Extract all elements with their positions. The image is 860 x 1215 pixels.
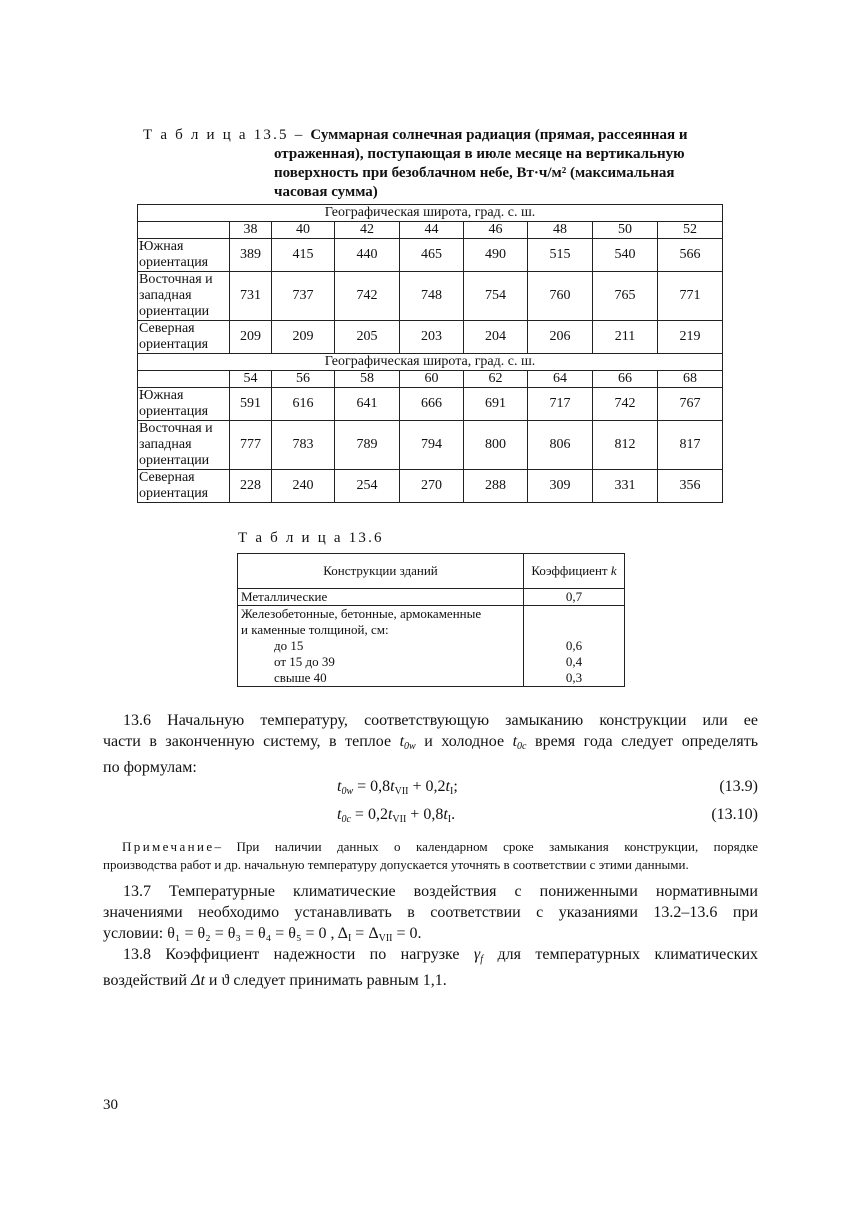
latitude-cell: 42	[335, 222, 400, 239]
value-cell: 240	[272, 470, 335, 503]
latitude-span-header: Географическая широта, град. с. ш.	[138, 205, 723, 222]
value-cell: 591	[230, 388, 272, 421]
latitude-row-stub	[138, 222, 230, 239]
page-number: 30	[103, 1097, 118, 1113]
value-cell: 754	[464, 272, 528, 321]
value-cell: 783	[272, 421, 335, 470]
latitude-cell: 62	[464, 371, 528, 388]
sub-label-15-39: от 15 до 39	[274, 654, 335, 669]
value-cell: 389	[230, 239, 272, 272]
latitude-cell: 68	[658, 371, 723, 388]
formula-number-13-9: (13.9)	[719, 778, 758, 795]
note-label: Примечание	[122, 839, 215, 854]
value-cell: 309	[528, 470, 593, 503]
value-cell: 205	[335, 321, 400, 354]
latitude-cell: 38	[230, 222, 272, 239]
latitude-cell: 56	[272, 371, 335, 388]
value-cell: 540	[593, 239, 658, 272]
latitude-cell: 54	[230, 371, 272, 388]
value-cell: 777	[230, 421, 272, 470]
para-13-6-line-2: части в законченную систему, в теплое $t_{0w}$ и холодное $t_{0c}$ время года следует определять	[103, 733, 759, 752]
value-cell: 219	[658, 321, 723, 354]
row-label-metal: Металлические	[238, 589, 524, 606]
table-row	[138, 470, 723, 503]
table-13-5-title-line-3: поверхность при безоблачном небе, Вт·ч/м² (максимальная	[274, 165, 675, 181]
latitude-span-header: Географическая широта, град. с. ш.	[138, 354, 723, 371]
para-13-7-line-1: 13.7 Температурные климатические воздействия с пониженными нормативными	[123, 883, 758, 900]
row-label-concrete: Железобетонные, бетонные, армокаменные и каменные толщиной, см: до 15 от 15 до 39 свыше 40	[238, 606, 524, 687]
value-cell: 331	[593, 470, 658, 503]
formula-13-9: $t_{0w} = 0,8t_{VII} + 0,2t_I$;	[337, 778, 458, 797]
value-cell: 760	[528, 272, 593, 321]
value-cell: 789	[335, 421, 400, 470]
formula-number-13-10: (13.10)	[711, 806, 758, 823]
table-13-5-title-line-2: отраженная), поступающая в июле месяце на вертикальную	[274, 146, 685, 162]
solar-radiation-table	[137, 204, 723, 503]
paragraph-13-7	[103, 881, 758, 949]
table-13-6-caption: Т а б л и ц а 13.6	[238, 530, 384, 546]
value-cell: 209	[272, 321, 335, 354]
row-label: Восточная и западная ориентации	[138, 272, 230, 321]
value-cell: 206	[528, 321, 593, 354]
value-cell: 748	[400, 272, 464, 321]
delta-t-symbol: Δt	[191, 972, 205, 989]
value-cell: 566	[658, 239, 723, 272]
sub-value-upto-15: 0,6	[565, 638, 583, 653]
row-label: Южная ориентация	[138, 388, 230, 421]
para-13-7-line-2: значениями необходимо устанавливать в соответствии с указаниями 13.2–13.6 при	[103, 904, 758, 921]
value-cell: 806	[528, 421, 593, 470]
latitude-cell: 52	[658, 222, 723, 239]
value-cell: 800	[464, 421, 528, 470]
table-13-5-label: Т а б л и ц а 13.5 –	[143, 127, 311, 143]
value-cell: 765	[593, 272, 658, 321]
table-row	[138, 272, 723, 321]
value-cell: 204	[464, 321, 528, 354]
value-cell: 515	[528, 239, 593, 272]
value-cell: 203	[400, 321, 464, 354]
para-13-8-line-2: воздействий Δt и ϑ следует принимать равным 1,1.	[103, 972, 447, 989]
latitude-row	[138, 371, 723, 388]
coefficient-symbol: k	[610, 563, 617, 578]
value-cell: 270	[400, 470, 464, 503]
paragraph-13-6	[103, 710, 758, 778]
value-cell: 737	[272, 272, 335, 321]
value-cell: 731	[230, 272, 272, 321]
table-row	[138, 239, 723, 272]
row-values-concrete	[524, 606, 625, 687]
table-13-5-title-line-1: Суммарная солнечная радиация (прямая, рассеянная и	[310, 127, 688, 143]
value-cell: 812	[593, 421, 658, 470]
value-cell: 817	[658, 421, 723, 470]
sub-value-over-40: 0,3	[565, 670, 583, 685]
latitude-cell: 64	[528, 371, 593, 388]
sub-label-upto-15: до 15	[274, 638, 304, 653]
value-cell: 616	[272, 388, 335, 421]
table-row	[138, 321, 723, 354]
sub-label-over-40: свыше 40	[274, 670, 327, 685]
latitude-cell: 60	[400, 371, 464, 388]
row-label: Восточная и западная ориентации	[138, 421, 230, 470]
coefficient-table	[237, 553, 625, 687]
value-cell: 254	[335, 470, 400, 503]
table-row	[138, 421, 723, 470]
row-label: Северная ориентация	[138, 470, 230, 503]
latitude-cell: 66	[593, 371, 658, 388]
sub-value-15-39: 0,4	[565, 654, 583, 669]
value-cell: 356	[658, 470, 723, 503]
value-cell: 641	[335, 388, 400, 421]
theta-symbol: ϑ	[221, 972, 230, 989]
latitude-cell: 50	[593, 222, 658, 239]
latitude-cell: 48	[528, 222, 593, 239]
value-cell: 490	[464, 239, 528, 272]
para-13-6-line-3: по формулам:	[103, 759, 197, 776]
table-row-concrete	[238, 606, 625, 687]
latitude-cell: 58	[335, 371, 400, 388]
value-cell: 742	[593, 388, 658, 421]
value-cell: 209	[230, 321, 272, 354]
latitude-row	[138, 222, 723, 239]
latitude-span-header-row	[138, 205, 723, 222]
latitude-span-header-row	[138, 354, 723, 371]
col-header-constructions: Конструкции зданий	[238, 554, 524, 589]
note-line-2: производства работ и др. начальную температуру допускается уточнять в соответствии с этими данными.	[103, 857, 689, 872]
value-cell: 440	[335, 239, 400, 272]
value-cell: 767	[658, 388, 723, 421]
value-cell: 415	[272, 239, 335, 272]
gamma-symbol: γ	[473, 946, 481, 963]
note	[103, 838, 758, 874]
latitude-cell: 40	[272, 222, 335, 239]
value-cell: 742	[335, 272, 400, 321]
value-cell: 717	[528, 388, 593, 421]
value-cell: 771	[658, 272, 723, 321]
value-cell: 794	[400, 421, 464, 470]
value-cell: 228	[230, 470, 272, 503]
value-cell: 691	[464, 388, 528, 421]
value-cell: 211	[593, 321, 658, 354]
latitude-cell: 44	[400, 222, 464, 239]
formula-13-10: $t_{0c} = 0,2t_{VII} + 0,8t_I$.	[337, 806, 456, 825]
para-13-7-line-3: условии: θ₁ = θ₂ = θ₃ = θ₄ = θ₅ = 0 , $\Delta_I = \Delta_{VII} = 0$.	[103, 925, 422, 944]
table-row-metal	[238, 589, 625, 606]
value-cell: 465	[400, 239, 464, 272]
row-value-metal: 0,7	[524, 589, 625, 606]
table-13-5-title-line-4: часовая сумма)	[274, 184, 378, 200]
note-line-1: – При наличии данных о календарном сроке замыкания конструкции, порядке	[214, 839, 758, 854]
value-cell: 288	[464, 470, 528, 503]
col-header-coefficient: Коэффициент k	[524, 554, 625, 589]
row-label: Северная ориентация	[138, 321, 230, 354]
para-13-8-line-1: 13.8 Коэффициент надежности по нагрузке $\gamma_f$ для температурных климатических	[123, 946, 759, 965]
paragraph-13-8	[103, 944, 758, 991]
latitude-cell: 46	[464, 222, 528, 239]
para-13-6-line-1: 13.6 Начальную температуру, соответствующую замыканию конструкции или ее	[123, 712, 758, 729]
latitude-row-stub	[138, 371, 230, 388]
row-label: Южная ориентация	[138, 239, 230, 272]
table-13-5-caption	[143, 126, 733, 202]
table-row	[138, 388, 723, 421]
coefficient-table-header	[238, 554, 625, 589]
value-cell: 666	[400, 388, 464, 421]
